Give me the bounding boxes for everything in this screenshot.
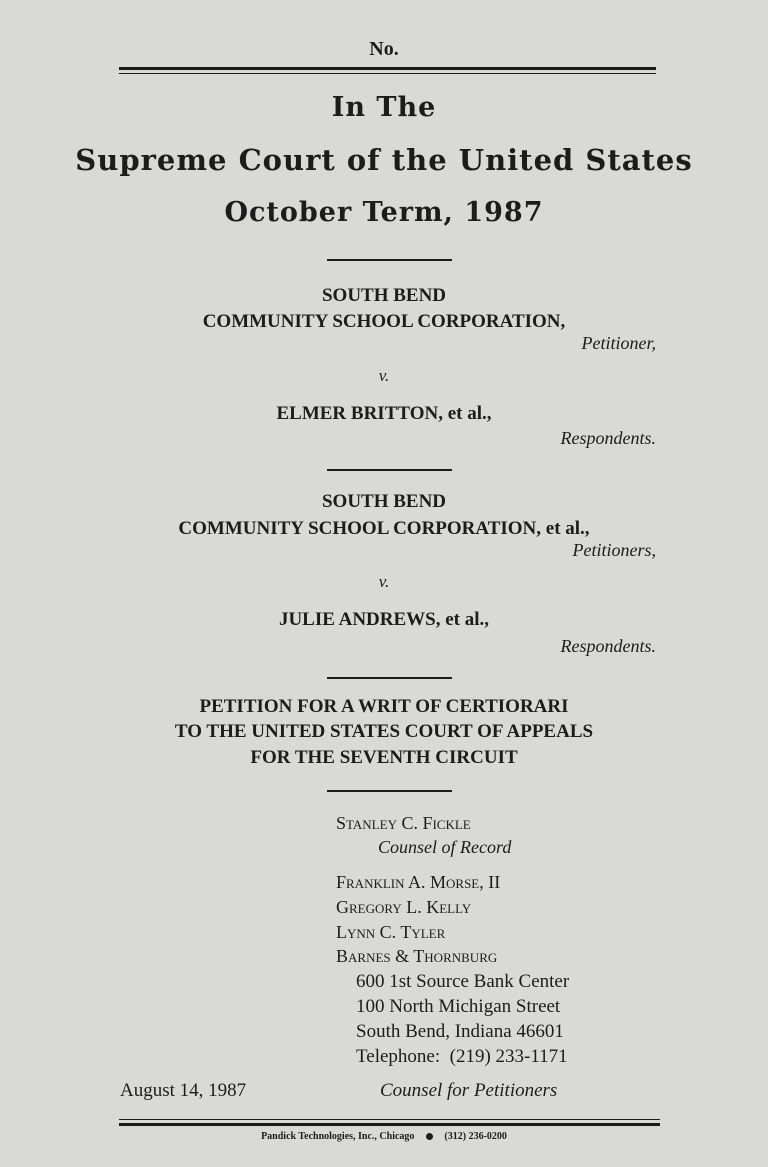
bullet-icon (426, 1133, 433, 1140)
divider (327, 677, 452, 679)
court-heading-in-the: In The (331, 92, 437, 123)
case2-petitioner-line1: SOUTH BEND (321, 491, 447, 512)
footer-rule-top (119, 1119, 660, 1120)
petition-title-line2: TO THE UNITED STATES COURT OF APPEALS (174, 721, 594, 742)
case2-petitioner-role: Petitioners, (572, 540, 656, 560)
case1-petitioner-line2: COMMUNITY SCHOOL CORPORATION, (202, 311, 566, 332)
counsel-of-record-name: Stanley C. Fickle (336, 813, 471, 833)
law-firm-name: Barnes & Thornburg (336, 946, 498, 966)
case2-respondent-role: Respondents. (560, 636, 656, 656)
court-heading-name: Supreme Court of the United States (75, 143, 693, 177)
petition-title-line3: FOR THE SEVENTH CIRCUIT (250, 747, 518, 768)
counsel-of-record-label: Counsel of Record (378, 837, 512, 857)
case1-versus: v. (378, 366, 390, 385)
address-line: 600 1st Source Bank Center (356, 971, 570, 992)
divider (327, 259, 452, 261)
case2-respondent: JULIE ANDREWS, et al., (278, 609, 490, 630)
header-rule-bottom (119, 73, 656, 74)
printer-name: Pandick Technologies, Inc., Chicago (261, 1131, 415, 1142)
filing-date: August 14, 1987 (120, 1080, 247, 1101)
counsel-for-label: Counsel for Petitioners (380, 1080, 558, 1101)
header-rule-top (119, 67, 656, 70)
petition-title-line1: PETITION FOR A WRIT OF CERTIORARI (199, 696, 569, 717)
case1-respondent-role: Respondents. (560, 428, 656, 448)
counsel-name: Lynn C. Tyler (336, 922, 446, 942)
address-line: South Bend, Indiana 46601 (356, 1021, 564, 1042)
footer-rule-bottom (119, 1123, 660, 1126)
case1-petitioner-role: Petitioner, (581, 333, 656, 353)
divider (327, 790, 452, 792)
printer-phone: (312) 236-0200 (444, 1131, 507, 1142)
case2-versus: v. (378, 572, 390, 591)
case-number-label: No. (369, 38, 399, 60)
address-line: 100 North Michigan Street (356, 996, 561, 1017)
court-heading-term: October Term, 1987 (224, 197, 544, 228)
telephone-line: Telephone: (219) 233-1171 (356, 1046, 568, 1067)
counsel-name: Gregory L. Kelly (336, 897, 472, 917)
divider (327, 469, 452, 471)
printer-credit (0, 1131, 768, 1142)
case2-petitioner-line2: COMMUNITY SCHOOL CORPORATION, et al., (178, 518, 590, 539)
counsel-name: Franklin A. Morse, II (336, 872, 501, 892)
case1-respondent: ELMER BRITTON, et al., (276, 403, 492, 424)
case1-petitioner-line1: SOUTH BEND (321, 285, 447, 306)
